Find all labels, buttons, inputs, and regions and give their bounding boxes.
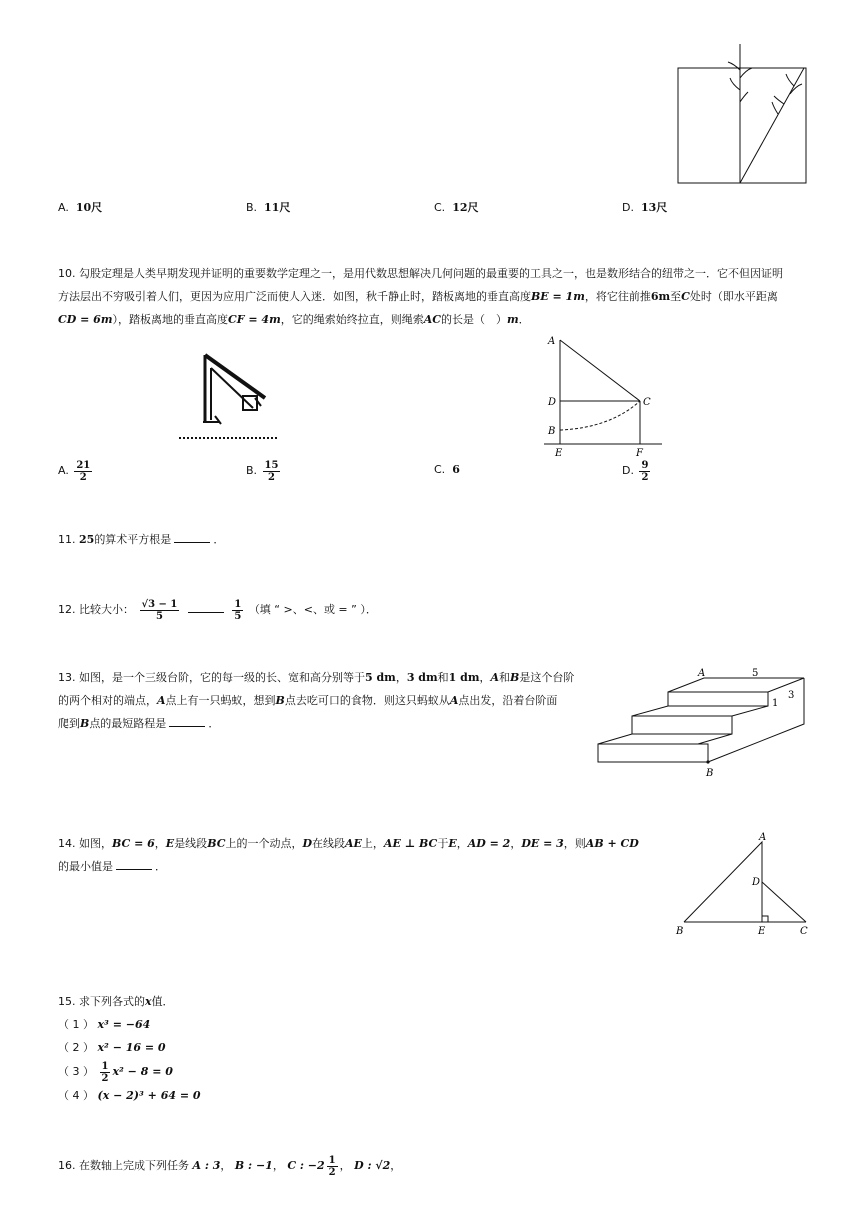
label-d: D — [548, 397, 557, 408]
label-1: 1 — [772, 698, 779, 709]
label-b: B — [676, 926, 684, 937]
q13-line-3: 爬到B点的最短路程是 ． — [58, 717, 220, 730]
answer-blank[interactable] — [116, 859, 152, 870]
label-d: D — [752, 877, 761, 888]
triangle-figure — [672, 830, 812, 940]
label-3: 3 — [788, 690, 795, 701]
q13-line-2: 的两个相对的端点，A点上有一只蚂蚁，想到B点去吃可口的食物．则这只蚂蚁从A点出发，沿着台阶面 — [58, 694, 558, 707]
frac-sqrt3-minus-1-over-5: $\frac{√3 - 1}{5}$ — [141, 598, 178, 622]
q15-item-4: （ 4 ） (x − 2)³ + 64 = 0 — [58, 1089, 201, 1102]
answer-blank[interactable] — [174, 532, 210, 543]
q14-line-1: 14. 如图，BC = 6，E是线段BC上的一个动点，D在线段AE上，AE ⊥ BC于E，AD = 2，DE = 3，则AB + CD — [58, 837, 639, 850]
answer-blank[interactable] — [188, 602, 224, 613]
q12-line: 12. 比较大小： $\frac{√3 - 1}{5}$ $\frac{1}{5}$ （填 “ >、<、或 = ” ）． — [58, 598, 377, 622]
label-b: B — [706, 768, 714, 779]
q10-option-b[interactable]: B. $\frac{15}{2}$ — [246, 459, 279, 483]
frac-c-1-2: $\frac{1}{2}$ — [328, 1154, 336, 1178]
q15-item-1: （ 1 ） x³ = −64 — [58, 1018, 151, 1031]
frac-9-2: $\frac{9}{2}$ — [641, 459, 649, 483]
swing-illustration — [175, 350, 283, 445]
label-a: A — [548, 336, 556, 347]
frac-15-2: $\frac{15}{2}$ — [264, 459, 279, 483]
label-a: A — [759, 832, 767, 843]
label-e: E — [555, 448, 563, 459]
label-e: E — [758, 926, 766, 937]
staircase-figure — [594, 664, 814, 784]
q9-option-b[interactable]: B. 11尺 — [246, 201, 291, 214]
label-a: A — [698, 668, 706, 679]
pond-reed-figure — [670, 40, 815, 190]
label-b: B — [548, 426, 556, 437]
q10-line-3: CD = 6m），踏板离地的垂直高度CF = 4m，它的绳索始终拉直，则绳索AC的长是（ ）m． — [58, 313, 530, 326]
q16-line: 16. 在数轴上完成下列任务 A : 3， B : −1， C : −2 $\frac{1}{2}$ ， D : √2， — [58, 1154, 402, 1178]
q10-line-2: 方法层出不穷吸引着人们，更因为应用广泛而使人入迷．如图，秋千静止时，踏板离地的垂直高度BE = 1m，将它往前推6m至C处时（即水平距离 — [58, 290, 778, 303]
label-f: F — [636, 448, 643, 459]
frac-21-2: $\frac{21}{2}$ — [76, 459, 91, 483]
swing-geometry-figure — [540, 332, 670, 462]
q15-title: 15. 求下列各式的x值． — [58, 995, 174, 1008]
q14-line-2: 的最小值是 ． — [58, 860, 166, 873]
q13-line-1: 13. 如图，是一个三级台阶，它的每一级的长、宽和高分别等于5 dm，3 dm和1 dm，A和B是这个台阶 — [58, 671, 575, 684]
q10-option-a[interactable]: A. $\frac{21}{2}$ — [58, 459, 91, 483]
q9-option-c[interactable]: C. 12尺 — [434, 201, 479, 214]
frac-1-2: $\frac{1}{2}$ — [101, 1060, 109, 1084]
answer-blank[interactable] — [169, 716, 205, 727]
q11-line: 11. 25的算术平方根是 ． — [58, 533, 225, 546]
frac-1-over-5: $\frac{1}{5}$ — [234, 598, 242, 622]
q15-item-2: （ 2 ） x² − 16 = 0 — [58, 1041, 166, 1054]
q10-option-d[interactable]: D. $\frac{9}{2}$ — [622, 459, 649, 483]
label-c: C — [643, 397, 651, 408]
q15-item-3: （ 3 ） $\frac{1}{2}$ x² − 8 = 0 — [58, 1060, 173, 1084]
label-5: 5 — [752, 668, 759, 679]
q9-option-d[interactable]: D. 13尺 — [622, 201, 668, 214]
q10-option-c[interactable]: C. 6 — [434, 463, 460, 476]
label-c: C — [800, 926, 808, 937]
q10-line-1: 10. 勾股定理是人类早期发现并证明的重要数学定理之一，是用代数思想解决几何问题的最重要的工具之一，也是数形结合的纽带之一．它不但因证明 — [58, 267, 783, 280]
q9-option-a[interactable]: A. 10尺 — [58, 201, 103, 214]
